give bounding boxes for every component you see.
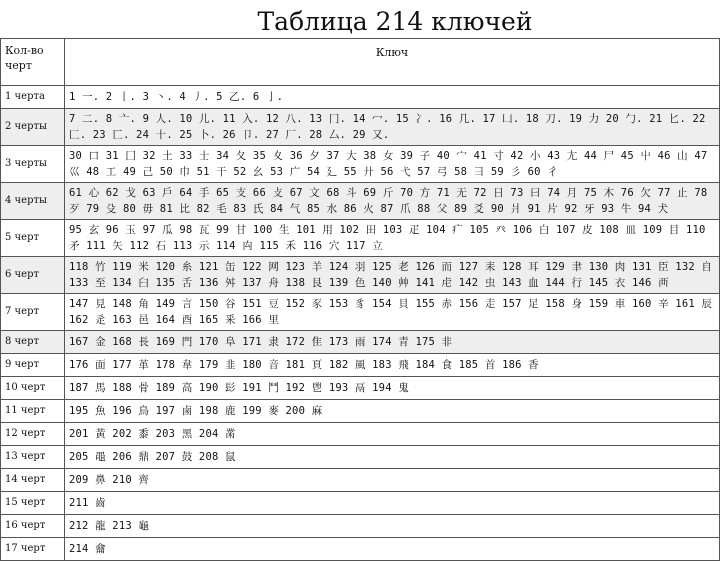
page-title: Таблица 214 ключей (257, 7, 533, 36)
stroke-count-cell: 1 черта (1, 86, 65, 109)
stroke-count-cell: 13 черт (1, 446, 65, 469)
radicals-cell: 147 見 148 角 149 言 150 谷 151 豆 152 豕 153 豸 154 貝 155 赤 156 走 157 足 158 身 159 車 160 辛 161 辰 162 辵 163 邑 164 酉 165 釆 166 里 (65, 294, 720, 331)
radicals-cell: 214 龠 (65, 538, 720, 561)
table-row (1, 294, 720, 331)
radicals-cell: 187 馬 188 骨 189 高 190 髟 191 鬥 192 鬯 193 鬲 194 鬼 (65, 377, 720, 400)
table-row (1, 86, 720, 109)
table-row (1, 354, 720, 377)
table-row (1, 183, 720, 220)
stroke-count-cell: 15 черт (1, 492, 65, 515)
table-row (1, 492, 720, 515)
table-row (1, 220, 720, 257)
table-header-row (1, 39, 720, 86)
header-key: Ключ (65, 39, 720, 86)
radicals-cell: 95 玄 96 玉 97 瓜 98 瓦 99 甘 100 生 101 用 102 田 103 疋 104 疒 105 癶 106 白 107 皮 108 皿 109 目 110 矛 111 矢 112 石 113 示 114 禸 115 禾 116 穴 117 立 (65, 220, 720, 257)
stroke-count-cell: 12 черт (1, 423, 65, 446)
stroke-count-cell: 3 черты (1, 146, 65, 183)
table-row (1, 538, 720, 561)
stroke-count-cell: 8 черт (1, 331, 65, 354)
stroke-count-cell: 5 черт (1, 220, 65, 257)
radicals-cell: 118 竹 119 米 120 糸 121 缶 122 网 123 羊 124 羽 125 老 126 而 127 耒 128 耳 129 聿 130 肉 131 臣 132 自 133 至 134 臼 135 舌 136 舛 137 舟 138 艮 139 色 140 艸 141 虍 142 虫 143 血 144 行 145 衣 146 襾 (65, 257, 720, 294)
stroke-count-cell: 16 черт (1, 515, 65, 538)
radicals-cell: 211 齒 (65, 492, 720, 515)
table-body (1, 86, 720, 561)
stroke-count-cell: 9 черт (1, 354, 65, 377)
radicals-cell: 176 面 177 革 178 韋 179 韭 180 音 181 頁 182 風 183 飛 184 食 185 首 186 香 (65, 354, 720, 377)
table-row (1, 423, 720, 446)
table-row (1, 109, 720, 146)
radicals-cell: 195 魚 196 鳥 197 鹵 198 鹿 199 麥 200 麻 (65, 400, 720, 423)
radicals-table (0, 38, 720, 561)
radicals-cell: 61 心 62 戈 63 戶 64 手 65 支 66 攴 67 文 68 斗 69 斤 70 方 71 无 72 日 73 曰 74 月 75 木 76 欠 77 止 78 歹 79 殳 80 毋 81 比 82 毛 83 氏 84 气 85 水 86 火 87 爪 88 父 89 爻 90 爿 91 片 92 牙 93 牛 94 犬 (65, 183, 720, 220)
stroke-count-cell: 2 черты (1, 109, 65, 146)
radicals-cell: 209 鼻 210 齊 (65, 469, 720, 492)
stroke-count-cell: 7 черт (1, 294, 65, 331)
table-row (1, 146, 720, 183)
stroke-count-cell: 4 черты (1, 183, 65, 220)
table-row (1, 515, 720, 538)
radicals-cell: 7 二. 8 亠. 9 人. 10 儿. 11 入. 12 八. 13 冂. 14 冖. 15 冫. 16 几. 17 凵. 18 刀. 19 力 20 勹. 21 匕. 22 匚. 23 匸. 24 十. 25 卜. 26 卩. 27 厂. 28 厶. 29 又. (65, 109, 720, 146)
stroke-count-cell: 10 черт (1, 377, 65, 400)
radicals-cell: 201 黃 202 黍 203 黑 204 黹 (65, 423, 720, 446)
header-stroke-count: Кол-во черт (1, 39, 65, 86)
table-row (1, 377, 720, 400)
radicals-cell: 205 黽 206 鼎 207 鼓 208 鼠 (65, 446, 720, 469)
radicals-cell: 1 一. 2 丨. 3 丶. 4 丿. 5 乙. 6 亅. (65, 86, 720, 109)
stroke-count-cell: 14 черт (1, 469, 65, 492)
table-row (1, 446, 720, 469)
stroke-count-cell: 6 черт (1, 257, 65, 294)
radicals-cell: 212 龍 213 龜 (65, 515, 720, 538)
table-row (1, 400, 720, 423)
table-row (1, 257, 720, 294)
table-row (1, 469, 720, 492)
stroke-count-cell: 17 черт (1, 538, 65, 561)
stroke-count-cell: 11 черт (1, 400, 65, 423)
table-row (1, 331, 720, 354)
radicals-cell: 167 金 168 長 169 門 170 阜 171 隶 172 隹 173 雨 174 青 175 非 (65, 331, 720, 354)
radicals-cell: 30 口 31 囗 32 土 33 士 34 夂 35 夊 36 夕 37 大 38 女 39 子 40 宀 41 寸 42 小 43 尢 44 尸 45 屮 46 山 47 巛 48 工 49 己 50 巾 51 干 52 幺 53 广 54 廴 55 廾 56 弋 57 弓 58 彐 59 彡 60 彳 (65, 146, 720, 183)
